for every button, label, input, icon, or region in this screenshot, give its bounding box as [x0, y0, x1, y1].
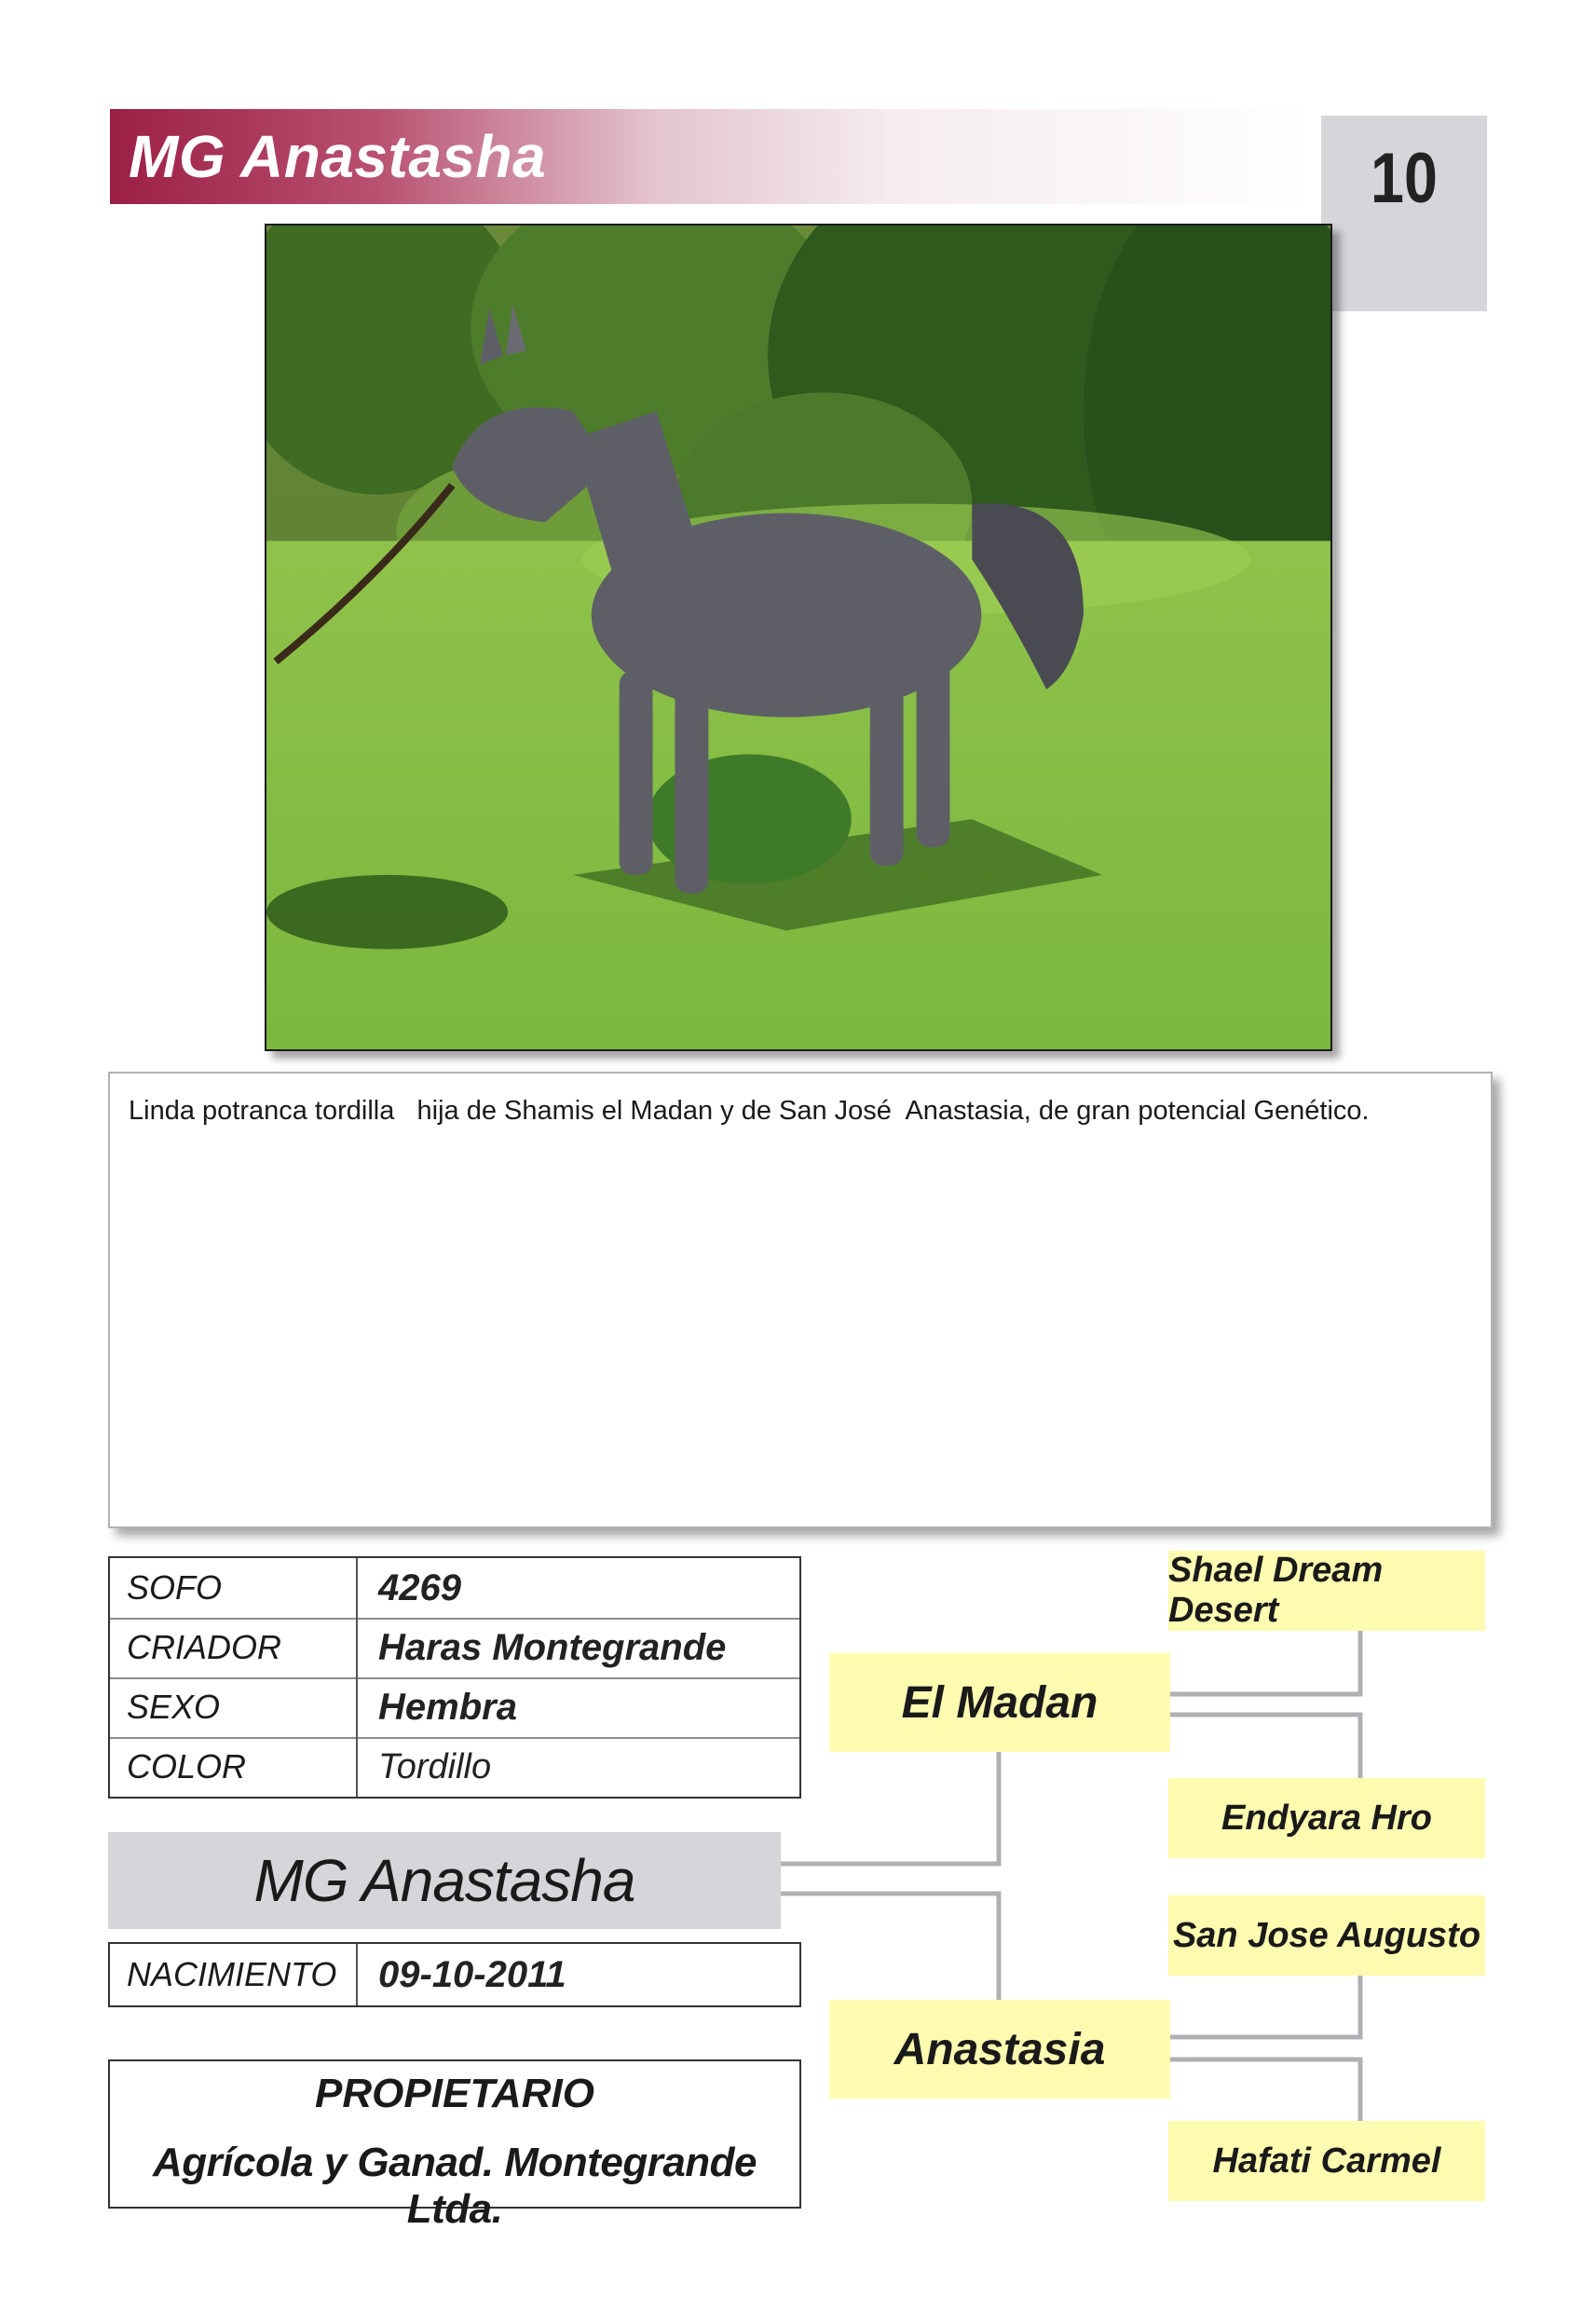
- pedigree-sire-name: El Madan: [901, 1677, 1098, 1728]
- pedigree-sire-sire-name: Shael Dream Desert: [1168, 1551, 1384, 1630]
- horse-photo-illustration: [266, 226, 1330, 1049]
- info-row-sofo: [110, 1558, 799, 1620]
- info-row-sexo: [110, 1677, 799, 1739]
- info-value: Tordillo: [378, 1747, 492, 1786]
- birth-table: [108, 1942, 801, 2007]
- info-label: SEXO: [110, 1677, 358, 1737]
- info-label: CRIADOR: [110, 1618, 358, 1677]
- pedigree-sire-dam-name: Endyara Hro: [1221, 1798, 1432, 1838]
- description-box: [108, 1072, 1493, 1528]
- birth-label: NACIMIENTO: [110, 1944, 358, 2005]
- pedigree-sire-dam: [1168, 1778, 1485, 1858]
- pedigree-sire-sire: [1168, 1551, 1485, 1631]
- info-row-criador: [110, 1618, 799, 1679]
- horse-name: MG Anastasha: [253, 1847, 635, 1914]
- pedigree-dam-dam-name: Hafati Carmel: [1212, 2141, 1441, 2181]
- info-value: Haras Montegrande: [378, 1627, 727, 1668]
- pedigree-dam-name: Anastasia: [893, 2024, 1106, 2074]
- pedigree-dam-sire-name: San Jose Augusto: [1172, 1915, 1481, 1955]
- info-value: 4269: [378, 1567, 461, 1608]
- info-table: [108, 1556, 801, 1799]
- horse-photo: [265, 224, 1332, 1051]
- owner-name: Agrícola y Ganad. Montegrande Ltda.: [152, 2140, 757, 2232]
- pedigree-dam-dam: [1168, 2121, 1485, 2201]
- birth-value: 09-10-2011: [378, 1954, 566, 1995]
- page-number: 10: [1371, 139, 1438, 218]
- description-text: Linda potranca tordilla hija de Shamis el Madan y de San José Anastasia, de gran potencial Genético.: [129, 1096, 1370, 1126]
- owner-title: PROPIETARIO: [315, 2071, 594, 2116]
- pedigree-dam: [829, 2000, 1170, 2099]
- page-title: MG Anastasha: [129, 123, 547, 190]
- info-label: SOFO: [110, 1558, 358, 1618]
- info-value: Hembra: [378, 1687, 517, 1728]
- info-label: COLOR: [110, 1737, 358, 1797]
- pedigree-dam-sire: [1168, 1895, 1485, 1976]
- pedigree-sire: [829, 1653, 1170, 1752]
- info-row-color: [110, 1737, 799, 1797]
